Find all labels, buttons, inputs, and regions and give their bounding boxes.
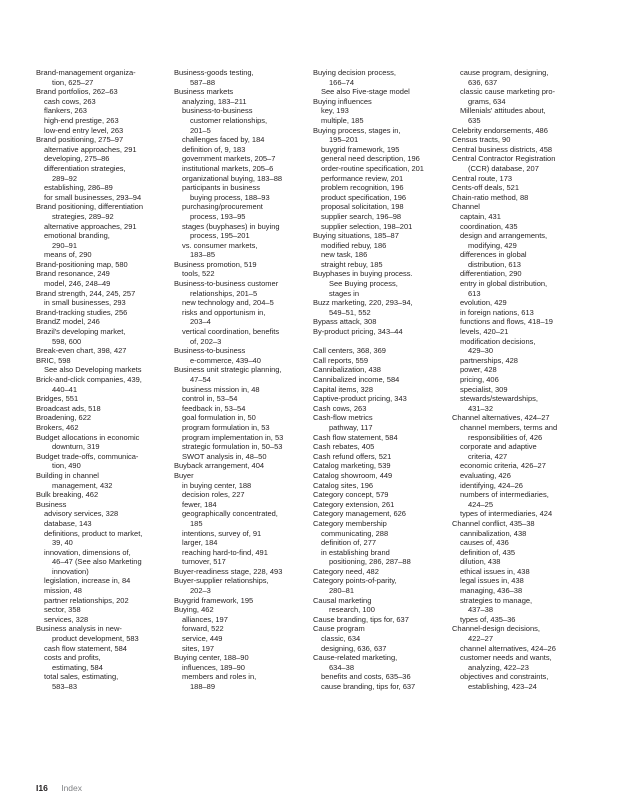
- index-subentry: 549–51, 552: [329, 307, 371, 317]
- index-subentry: 280–81: [329, 586, 355, 596]
- index-subentry: goal formulation in, 50: [182, 413, 256, 423]
- index-entry: Brazil's developing market,: [36, 327, 126, 337]
- index-entry: Buying, 462: [174, 605, 214, 615]
- page-number: I16: [36, 783, 48, 793]
- index-entry: Cash refund offers, 521: [313, 451, 392, 461]
- index-entry: Capital items, 328: [313, 384, 374, 394]
- index-subentry: relationships, 201–5: [190, 288, 258, 298]
- index-entry: Cause branding, tips for, 637: [313, 614, 409, 624]
- index-subentry: 440–41: [52, 384, 78, 394]
- index-subentry: benefits and costs, 635–36: [321, 672, 411, 682]
- index-subentry: definition of, 435: [460, 547, 516, 557]
- index-entry: Business-goods testing,: [174, 68, 254, 77]
- index-subentry: risks and opportunism in,: [182, 307, 266, 317]
- index-entry: Census tracts, 90: [452, 135, 511, 145]
- index-subentry: entry in global distribution,: [460, 279, 548, 289]
- index-subentry: definitions, product to market,: [44, 528, 143, 538]
- index-subentry: establishing, 286–89: [44, 183, 113, 193]
- index-entry: Buying influences: [313, 96, 372, 106]
- index-entry: Bypass attack, 308: [313, 317, 377, 327]
- index-subentry: differences in global: [460, 250, 527, 260]
- index-subentry: cash cows, 263: [44, 96, 96, 106]
- index-subentry: 583–83: [52, 682, 78, 691]
- index-subentry: institutional markets, 205–6: [182, 163, 274, 173]
- index-entry: Brand positioning, 275–97: [36, 135, 124, 145]
- index-entry: Call reports, 559: [313, 355, 369, 365]
- index-subentry: See Buying process,: [329, 279, 398, 289]
- index-entry: [313, 337, 424, 347]
- index-subentry: program implementation in, 53: [182, 432, 284, 442]
- page-footer: [36, 783, 82, 793]
- index-entry: Brokers, 462: [36, 422, 79, 432]
- index-subentry: 47–54: [190, 375, 211, 384]
- index-subentry: stages in: [329, 288, 360, 298]
- index-subentry: Millenials' attitudes about,: [460, 106, 546, 116]
- index-subentry: 183–85: [190, 250, 216, 260]
- index-subentry: sector, 358: [44, 605, 81, 615]
- index-subentry: alternative approaches, 291: [44, 221, 137, 231]
- index-subentry: strategic formulation in, 50–53: [182, 442, 283, 452]
- index-subentry: buying process, 188–93: [190, 192, 270, 202]
- index-subentry: estimating, 584: [52, 662, 103, 672]
- index-subentry: turnover, 517: [182, 557, 226, 567]
- index-subentry: downturn, 319: [52, 442, 100, 452]
- index-entry: Cash flow statement, 584: [313, 432, 398, 442]
- index-subentry: order-routine specification, 201: [321, 163, 424, 173]
- index-subentry: emotional branding,: [44, 231, 110, 241]
- index-entry: Central Contractor Registration: [452, 154, 556, 164]
- index-subentry: research, 100: [329, 605, 375, 615]
- index-subentry: database, 143: [44, 518, 92, 528]
- index-subentry: channel members, terms and: [460, 422, 558, 432]
- index-subentry: evolution, 429: [460, 298, 507, 308]
- index-entry: Budget allocations in economic: [36, 432, 140, 442]
- index-subentry: pricing, 406: [460, 375, 499, 384]
- index-entry: Business promotion, 519: [174, 259, 257, 269]
- index-subentry: product specification, 196: [321, 192, 407, 202]
- index-entry: Brand positioning, differentiation: [36, 202, 144, 212]
- index-entry: Causal marketing: [313, 595, 372, 605]
- index-subentry: legislation, increase in, 84: [44, 576, 131, 586]
- index-entry: Buzz marketing, 220, 293–94,: [313, 298, 413, 308]
- index-subentry: functions and flows, 418–19: [460, 317, 553, 327]
- index-subentry: alternative approaches, 291: [44, 144, 137, 154]
- index-column-4: [452, 68, 557, 692]
- index-entry: Celebrity endorsements, 486: [452, 125, 548, 135]
- index-entry: Category membership: [313, 518, 387, 528]
- index-entry: Channel conflict, 435–38: [452, 518, 535, 528]
- index-entry: Catalog marketing, 539: [313, 461, 391, 471]
- index-subentry: criteria, 427: [468, 451, 508, 461]
- index-subentry: stages (buyphases) in buying: [182, 221, 280, 231]
- index-subentry: multiple, 185: [321, 115, 364, 125]
- index-subentry: 195–201: [329, 135, 359, 145]
- index-subentry: performance review, 201: [321, 173, 404, 183]
- index-entry: Brand strength, 244, 245, 257: [36, 288, 136, 298]
- index-subentry: model, 246, 248–49: [44, 279, 111, 289]
- index-subentry: 431–32: [468, 403, 494, 413]
- index-entry: BrandZ model, 246: [36, 317, 100, 327]
- index-entry: Buyer: [174, 470, 194, 480]
- index-subentry: for small businesses, 293–94: [44, 192, 142, 202]
- index-subentry: types of intermediaries, 424: [460, 509, 553, 519]
- index-subentry: tion, 625–27: [52, 77, 94, 87]
- index-subentry: larger, 184: [182, 538, 218, 548]
- index-subentry: members and roles in,: [182, 672, 257, 682]
- index-subentry: buygrid framework, 195: [321, 144, 400, 154]
- index-entry: Broadcast ads, 518: [36, 403, 101, 413]
- index-entry: Business analysis in new-: [36, 624, 122, 634]
- index-subentry: challenges faced by, 184: [182, 135, 265, 145]
- index-subentry: innovation, dimensions of,: [44, 547, 131, 557]
- index-entry: Cause-related marketing,: [313, 653, 398, 663]
- index-subentry: purchasing/procurement: [182, 202, 263, 212]
- index-entry: Business-to-business customer: [174, 279, 279, 289]
- index-subentry: key, 193: [321, 106, 349, 116]
- index-subentry: 166–74: [329, 77, 355, 87]
- index-subentry: services, 328: [44, 614, 89, 624]
- index-subentry: 429–30: [468, 346, 494, 356]
- index-entry: Buying situations, 185–87: [313, 231, 399, 241]
- index-entry: Business markets: [174, 87, 234, 97]
- index-entry: Cause program: [313, 624, 365, 634]
- index-subentry: power, 428: [460, 365, 497, 375]
- index-entry: Brick-and-click companies, 439,: [36, 375, 142, 384]
- index-subentry: decision roles, 227: [182, 490, 245, 500]
- index-subentry: supplier selection, 198–201: [321, 221, 413, 231]
- index-subentry: responsibilities of, 426: [468, 432, 543, 442]
- index-subentry: in buying center, 188: [182, 480, 252, 490]
- index-entry: Cash cows, 263: [313, 403, 367, 413]
- index-subentry: participants in business: [182, 183, 260, 193]
- index-subentry: See also Developing markets: [44, 365, 142, 375]
- index-entry: Budget trade-offs, communica-: [36, 451, 139, 461]
- index-entry: Category points-of-parity,: [313, 576, 397, 586]
- index-subentry: managing, 436–38: [460, 586, 523, 596]
- index-subentry: strategies, 289–92: [52, 211, 114, 221]
- index-entry: Brand-management organiza-: [36, 68, 136, 77]
- index-subentry: intentions, survey of, 91: [182, 528, 262, 538]
- index-subentry: modified rebuy, 186: [321, 240, 387, 250]
- index-subentry: See also Five-stage model: [321, 87, 410, 97]
- index-entry: Broadening, 622: [36, 413, 92, 423]
- index-subentry: types of, 435–36: [460, 614, 516, 624]
- index-entry: Business-to-business: [174, 346, 246, 356]
- index-subentry: customer relationships,: [190, 115, 268, 125]
- index-subentry: feedback in, 53–54: [182, 403, 246, 413]
- index-subentry: evaluating, 426: [460, 470, 511, 480]
- index-subentry: control in, 53–54: [182, 394, 238, 404]
- index-entry: Buygrid framework, 195: [174, 595, 254, 605]
- index-subentry: process, 193–95: [190, 211, 246, 221]
- index-subentry: corporate and adaptive: [460, 442, 537, 452]
- index-subentry: objectives and constraints,: [460, 672, 549, 682]
- index-subentry: causes of, 436: [460, 538, 509, 548]
- index-subentry: costs and profits,: [44, 653, 101, 663]
- index-subentry: strategies to manage,: [460, 595, 533, 605]
- index-subentry: classic, 634: [321, 634, 361, 644]
- index-entry: Call centers, 368, 369: [313, 346, 386, 356]
- index-subentry: means of, 290: [44, 250, 92, 260]
- index-subentry: SWOT analysis in, 48–50: [182, 451, 267, 461]
- index-subentry: vs. consumer markets,: [182, 240, 258, 250]
- index-subentry: organizational buying, 183–88: [182, 173, 283, 183]
- index-entry: By-product pricing, 343–44: [313, 327, 403, 337]
- index-subentry: stewards/stewardships,: [460, 394, 538, 404]
- index-subentry: communicating, 288: [321, 528, 389, 538]
- index-subentry: customer needs and wants,: [460, 653, 552, 663]
- index-subentry: levels, 420–21: [460, 327, 509, 337]
- index-entry: Buyer-readiness stage, 228, 493: [174, 566, 283, 576]
- index-subentry: coordination, 435: [460, 221, 518, 231]
- index-subentry: ethical issues in, 438: [460, 566, 530, 576]
- index-subentry: definition of, 9, 183: [182, 144, 246, 154]
- index-subentry: analyzing, 183–211: [182, 96, 247, 106]
- index-entry: Chain-ratio method, 88: [452, 192, 529, 202]
- index-subentry: new technology and, 204–5: [182, 298, 274, 308]
- index-subentry: economic criteria, 426–27: [460, 461, 546, 471]
- index-subentry: establishing, 423–24: [468, 682, 537, 691]
- index-entry: Buyer-supplier relationships,: [174, 576, 269, 586]
- index-subentry: analyzing, 422–23: [468, 662, 529, 672]
- index-subentry: e-commerce, 439–40: [190, 355, 261, 365]
- index-subentry: 634–38: [329, 662, 355, 672]
- index-subentry: legal issues in, 438: [460, 576, 524, 586]
- index-subentry: 290–91: [52, 240, 78, 250]
- index-subentry: straight rebuy, 185: [321, 259, 383, 269]
- index-subentry: differentiation, 290: [460, 269, 522, 279]
- index-entry: Business: [36, 499, 67, 509]
- index-subentry: alliances, 197: [182, 614, 228, 624]
- index-subentry: distribution, 613: [468, 259, 521, 269]
- index-subentry: sites, 197: [182, 643, 215, 653]
- index-entry: Brand portfolios, 262–63: [36, 87, 118, 97]
- index-subentry: management, 432: [52, 480, 113, 490]
- index-entry: Buyphases in buying process.: [313, 269, 413, 279]
- index-subentry: 636, 637: [468, 77, 498, 87]
- index-subentry: government markets, 205–7: [182, 154, 276, 164]
- index-entry: Channel-design decisions,: [452, 624, 540, 634]
- index-entry: Business unit strategic planning,: [174, 365, 282, 375]
- index-subentry: (CCR) database, 207: [468, 163, 539, 173]
- index-subentry: vertical coordination, benefits: [182, 327, 280, 337]
- index-subentry: numbers of intermediaries,: [460, 490, 549, 500]
- index-entry: Cash-flow metrics: [313, 413, 373, 423]
- index-subentry: service, 449: [182, 634, 223, 644]
- index-subentry: specialist, 309: [460, 384, 508, 394]
- index-entry: Cannibalization, 438: [313, 365, 381, 375]
- index-entry: Break-even chart, 398, 427: [36, 346, 127, 356]
- index-entry: Cash rebates, 405: [313, 442, 375, 452]
- index-subentry: innovation): [52, 566, 89, 576]
- index-subentry: developing, 275–86: [44, 154, 110, 164]
- index-subentry: new task, 186: [321, 250, 368, 260]
- index-subentry: general need description, 196: [321, 154, 420, 164]
- index-subentry: reaching hard-to-find, 491: [182, 547, 268, 557]
- index-subentry: 598, 600: [52, 336, 82, 346]
- index-entry: Building in channel: [36, 470, 99, 480]
- index-entry: Category management, 626: [313, 509, 406, 519]
- index-subentry: positioning, 286, 287–88: [329, 557, 411, 567]
- index-subentry: 422–27: [468, 634, 494, 644]
- index-entry: Buying process, stages in,: [313, 125, 401, 135]
- index-entry: BRIC, 598: [36, 355, 71, 365]
- index-subentry: classic cause marketing pro-: [460, 87, 556, 97]
- index-subentry: 185: [190, 518, 203, 528]
- index-subentry: 613: [468, 288, 481, 298]
- index-subentry: 202–3: [190, 586, 211, 596]
- index-entry: Brand-tracking studies, 256: [36, 307, 128, 317]
- index-subentry: differentiation strategies,: [44, 163, 126, 173]
- index-subentry: 424–25: [468, 499, 494, 509]
- index-subentry: cash flow statement, 584: [44, 643, 127, 653]
- index-subentry: 635: [468, 115, 481, 125]
- index-subentry: problem recognition, 196: [321, 183, 404, 193]
- index-entry: Channel alternatives, 424–27: [452, 413, 550, 423]
- index-entry: Buyback arrangement, 404: [174, 461, 265, 471]
- index-column-1: [36, 68, 143, 692]
- index-entry: Brand resonance, 249: [36, 269, 110, 279]
- index-subentry: modifying, 429: [468, 240, 517, 250]
- index-subentry: cause program, designing,: [460, 68, 549, 77]
- index-subentry: high-end prestige, 263: [44, 115, 119, 125]
- index-subentry: cause branding, tips for, 637: [321, 682, 416, 691]
- index-subentry: program formulation in, 53: [182, 422, 270, 432]
- index-entry: Cents-off deals, 521: [452, 183, 519, 193]
- index-subentry: 39, 40: [52, 538, 73, 548]
- index-entry: Buying decision process,: [313, 68, 396, 77]
- index-subentry: 188–89: [190, 682, 216, 691]
- index-subentry: mission, 48: [44, 586, 82, 596]
- index-subentry: fewer, 184: [182, 499, 217, 509]
- index-subentry: tools, 522: [182, 269, 215, 279]
- index-subentry: 289–92: [52, 173, 78, 183]
- index-subentry: proposal solicitation, 198: [321, 202, 404, 212]
- index-subentry: supplier search, 196–98: [321, 211, 402, 221]
- index-subentry: 201–5: [190, 125, 211, 135]
- index-subentry: influences, 189–90: [182, 662, 245, 672]
- index-column-2: [174, 68, 283, 692]
- index-subentry: cannibalization, 438: [460, 528, 527, 538]
- index-subentry: partnerships, 428: [460, 355, 518, 365]
- index-subentry: geographically concentrated,: [182, 509, 278, 519]
- index-subentry: flankers, 263: [44, 106, 87, 116]
- index-entry: Catalog showroom, 449: [313, 470, 393, 480]
- index-subentry: design and arrangements,: [460, 231, 548, 241]
- index-entry: Category extension, 261: [313, 499, 395, 509]
- index-subentry: definition of, 277: [321, 538, 377, 548]
- index-subentry: product development, 583: [52, 634, 139, 644]
- index-subentry: business-to-business: [182, 106, 253, 116]
- index-subentry: channel alternatives, 424–26: [460, 643, 556, 653]
- index-subentry: 437–38: [468, 605, 494, 615]
- index-subentry: in establishing brand: [321, 547, 390, 557]
- index-subentry: 587–88: [190, 77, 216, 87]
- index-subentry: in foreign nations, 613: [460, 307, 534, 317]
- index-subentry: dilution, 438: [460, 557, 501, 567]
- index-subentry: in small businesses, 293: [44, 298, 126, 308]
- index-subentry: tion, 490: [52, 461, 81, 471]
- index-subentry: process, 195–201: [190, 231, 250, 241]
- section-label: Index: [61, 783, 82, 793]
- index-entry: Catalog sites, 196: [313, 480, 374, 490]
- index-column-3: [313, 68, 424, 692]
- index-entry: Bulk breaking, 462: [36, 490, 99, 500]
- index-entry: Buying center, 188–90: [174, 653, 249, 663]
- index-subentry: identifying, 424–26: [460, 480, 523, 490]
- index-subentry: captain, 431: [460, 211, 501, 221]
- index-subentry: advisory services, 328: [44, 509, 119, 519]
- index-subentry: designing, 636, 637: [321, 643, 387, 653]
- index-subentry: total sales, estimating,: [44, 672, 119, 682]
- index-entry: Brand-positioning map, 580: [36, 259, 128, 269]
- index-entry: Central route, 173: [452, 173, 513, 183]
- index-subentry: modification decisions,: [460, 336, 536, 346]
- index-entry: Central business districts, 458: [452, 144, 553, 154]
- index-subentry: pathway, 117: [329, 422, 373, 432]
- index-subentry: 203–4: [190, 317, 211, 327]
- index-subentry: of, 202–3: [190, 336, 222, 346]
- index-columns: [0, 68, 623, 783]
- index-entry: Category concept, 579: [313, 490, 389, 500]
- index-subentry: forward, 522: [182, 624, 224, 634]
- index-subentry: grams, 634: [468, 96, 506, 106]
- index-subentry: low-end entry level, 263: [44, 125, 124, 135]
- index-subentry: partner relationships, 202: [44, 595, 129, 605]
- index-entry: Bridges, 551: [36, 394, 79, 404]
- index-entry: Cannibalized income, 584: [313, 375, 400, 384]
- index-entry: Captive-product pricing, 343: [313, 394, 407, 404]
- index-subentry: 46–47 (See also Marketing: [52, 557, 142, 567]
- index-entry: Channel: [452, 202, 480, 212]
- index-subentry: business mission in, 48: [182, 384, 260, 394]
- index-entry: Category need, 482: [313, 566, 379, 576]
